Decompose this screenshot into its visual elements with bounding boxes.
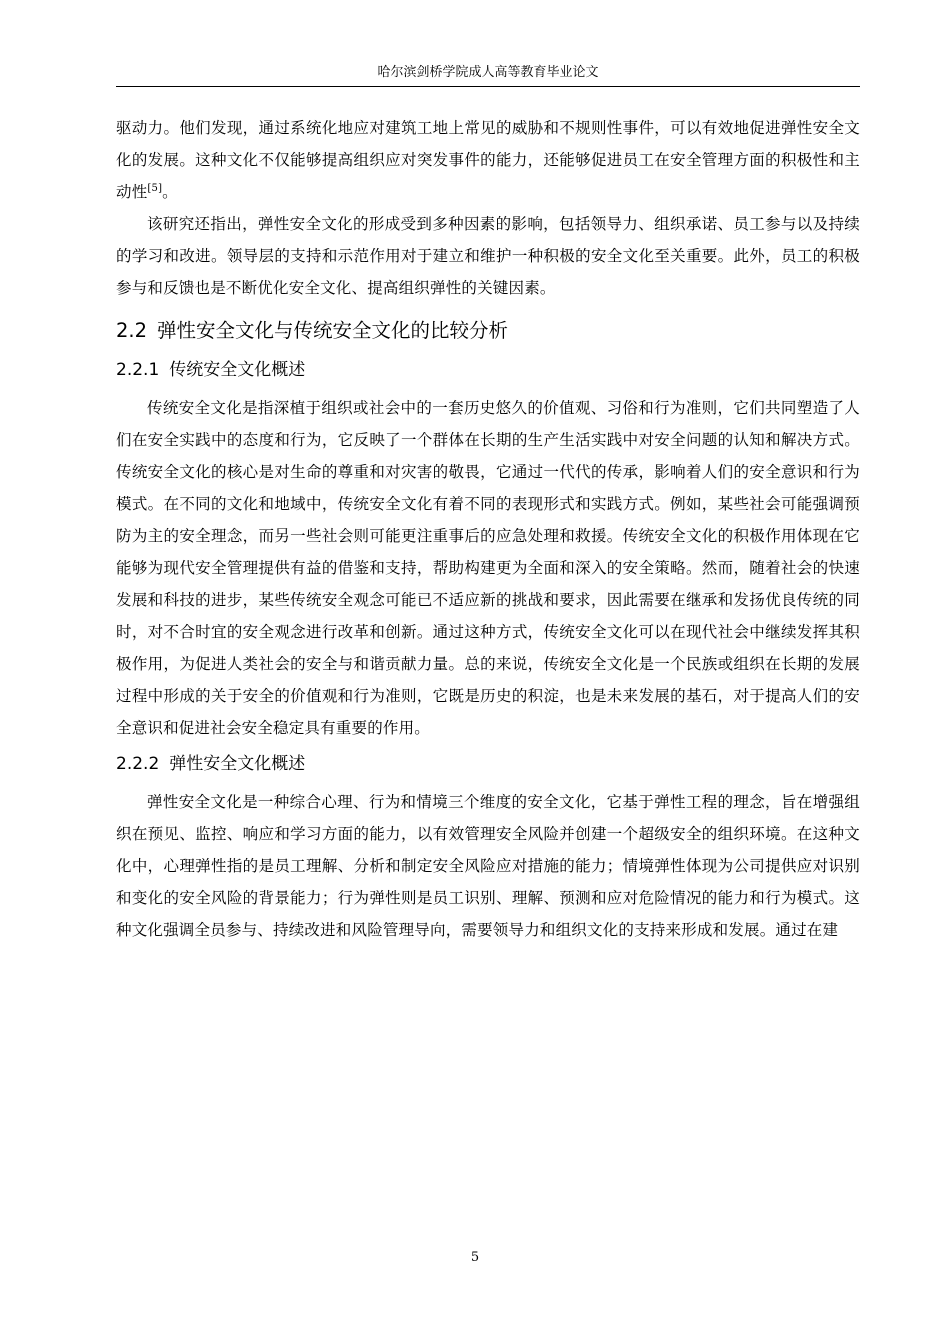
subsection-number: 2.2.1 [116,360,160,380]
paragraph-continuation [116,112,860,208]
paragraph-resilient-safety-culture: 弹性安全文化是一种综合心理、行为和情境三个维度的安全文化，它基于弹性工程的理念，旨在增强组织在预见、监控、响应和学习方面的能力，以有效管理安全风险并创建一个超级安全的组织环境。在这种文化中，心理弹性指的是员工理解、分析和制定安全风险应对措施的能力；情境弹性体现为公司提供应对识别和变化的安全风险的背景能力；行为弹性则是员工识别、理解、预测和应对危险情况的能力和行为模式。这种文化强调全员参与、持续改进和风险管理导向，需要领导力和组织文化的支持来形成和发展。通过在建 [116,793,860,939]
paragraph-end: 。 [162,183,178,201]
subsection-title: 弹性安全文化概述 [169,754,306,774]
section-number: 2.2 [116,319,148,342]
page-body [116,112,860,946]
running-header: 哈尔滨剑桥学院成人高等教育毕业论文 [377,65,599,80]
subsection-heading-2-2-1 [116,352,860,388]
section-heading-2-2 [116,312,860,350]
header-rule [116,86,860,87]
subsection-heading-2-2-2 [116,746,860,782]
paragraph-traditional-safety-culture: 传统安全文化是指深植于组织或社会中的一套历史悠久的价值观、习俗和行为准则，它们共同塑造了人们在安全实践中的态度和行为，它反映了一个群体在长期的生产生活实践中对安全问题的认知和解决方式。传统安全文化的核心是对生命的尊重和对灾害的敬畏，它通过一代代的传承，影响着人们的安全意识和行为模式。在不同的文化和地域中，传统安全文化有着不同的表现形式和实践方式。例如，某些社会可能强调预防为主的安全理念，而另一些社会则可能更注重事后的应急处理和救援。传统安全文化的积极作用体现在它能够为现代安全管理提供有益的借鉴和支持，帮助构建更为全面和深入的安全策略。然而，随着社会的快速发展和科技的进步，某些传统安全观念可能已不适应新的挑战和要求，因此需要在继承和发扬优良传统的同时，对不合时宜的安全观念进行改革和创新。通过这种方式，传统安全文化可以在现代社会中继续发挥其积极作用，为促进人类社会的安全与和谐贡献力量。总的来说，传统安全文化是一个民族或组织在长期的发展过程中形成的关于安全的价值观和行为准则，它既是历史的积淀，也是未来发展的基石，对于提高人们的安全意识和促进社会安全稳定具有重要的作用。 [116,399,860,737]
citation-ref[interactable]: [5] [147,182,163,194]
page-number: 5 [470,1250,480,1265]
subsection-title: 传统安全文化概述 [169,360,306,380]
section-title: 弹性安全文化与传统安全文化的比较分析 [157,319,509,342]
subsection-number: 2.2.2 [116,754,160,774]
paragraph-research-factors: 该研究还指出，弹性安全文化的形成受到多种因素的影响，包括领导力、组织承诺、员工参与以及持续的学习和改进。领导层的支持和示范作用对于建立和维护一种积极的安全文化至关重要。此外，员工的积极参与和反馈也是不断优化安全文化、提高组织弹性的关键因素。 [116,215,860,297]
paragraph-text: 驱动力。他们发现，通过系统化地应对建筑工地上常见的威胁和不规则性事件，可以有效地促进弹性安全文化的发展。这种文化不仅能够提高组织应对突发事件的能力，还能够促进员工在安全管理方面的积极性和主动性 [116,119,860,201]
